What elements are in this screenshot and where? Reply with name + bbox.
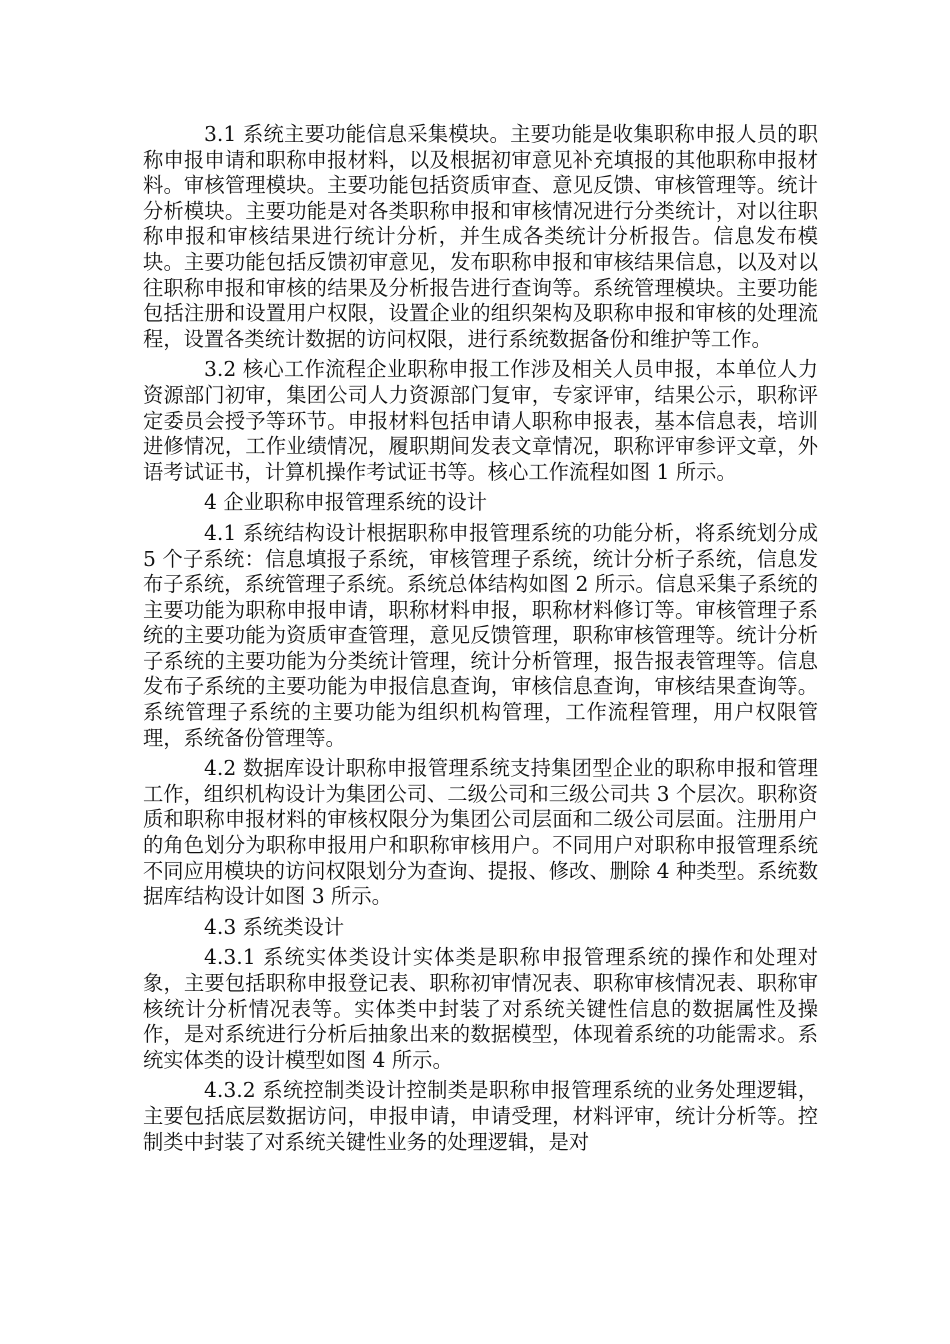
paragraph-3-1: 3.1 系统主要功能信息采集模块。主要功能是收集职称申报人员的职称申报申请和职称申报材料，以及根据初审意见补充填报的其他职称申报材料。审核管理模块。主要功能包括资质审查、意见反馈、审核管理等。统计分析模块。主要功能是对各类职称申报和审核情况进行分类统计，对以往职称申报和审核结果进行统计分析，并生成各类统计分析报告。信息发布模块。主要功能包括反馈初审意见，发布职称申报和审核结果信息，以及对以往职称申报和审核的结果及分析报告进行查询等。系统管理模块。主要功能包括注册和设置用户权限，设置企业的组织架构及职称申报和审核的处理流程，设置各类统计数据的访问权限，进行系统数据备份和维护等工作。 — [143, 122, 818, 351]
paragraph-4-3-2: 4.3.2 系统控制类设计控制类是职称申报管理系统的业务处理逻辑，主要包括底层数据访问，申报申请，申请受理，材料评审，统计分析等。控制类中封装了对系统关键性业务的处理逻辑，是对 — [143, 1078, 818, 1154]
section-heading-4-3: 4.3 系统类设计 — [204, 914, 345, 939]
paragraph-4-3-1: 4.3.1 系统实体类设计实体类是职称申报管理系统的操作和处理对象，主要包括职称申报登记表、职称初审情况表、职称审核情况表、职称审核统计分析情况表等。实体类中封装了对系统关键性信息的数据属性及操作，是对系统进行分析后抽象出来的数据模型，体现着系统的功能需求。系统实体类的设计模型如图 4 所示。 — [143, 945, 818, 1072]
paragraph-4-1: 4.1 系统结构设计根据职称申报管理系统的功能分析，将系统划分成 5 个子系统：信息填报子系统，审核管理子系统，统计分析子系统，信息发布子系统，系统管理子系统。系统总体结构如图 2 所示。信息采集子系统的主要功能为职称申报申请，职称材料申报，职称材料修订等。审核管理子系统的主要功能为资质审查管理，意见反馈管理，职称审核管理等。统计分析子系统的主要功能为分类统计管理，统计分析管理，报告报表管理等。信息发布子系统的主要功能为申报信息查询，审核信息查询，审核结果查询等。系统管理子系统的主要功能为组织机构管理，工作流程管理，用户权限管理，系统备份管理等。 — [143, 520, 818, 750]
paragraph-4-2: 4.2 数据库设计职称申报管理系统支持集团型企业的职称申报和管理工作，组织机构设计为集团公司、二级公司和三级公司共 3 个层次。职称资质和职称申报材料的审核权限分为集团公司层面和二级公司层面。注册用户的角色划分为职称申报用户和职称审核用户。不同用户对职称申报管理系统不同应用模块的访问权限划分为查询、提报、修改、删除 4 种类型。系统数据库结构设计如图 3 所示。 — [143, 756, 818, 909]
paragraph-3-2: 3.2 核心工作流程企业职称申报工作涉及相关人员申报，本单位人力资源部门初审，集团公司人力资源部门复审，专家评审，结果公示，职称评定委员会授予等环节。申报材料包括申请人职称申报表，基本信息表，培训进修情况，工作业绩情况，履职期间发表文章情况，职称评审参评文章，外语考试证书，计算机操作考试证书等。核心工作流程如图 1 所示。 — [143, 357, 818, 484]
section-heading-4: 4 企业职称申报管理系统的设计 — [204, 490, 488, 515]
document-body — [143, 122, 818, 1160]
